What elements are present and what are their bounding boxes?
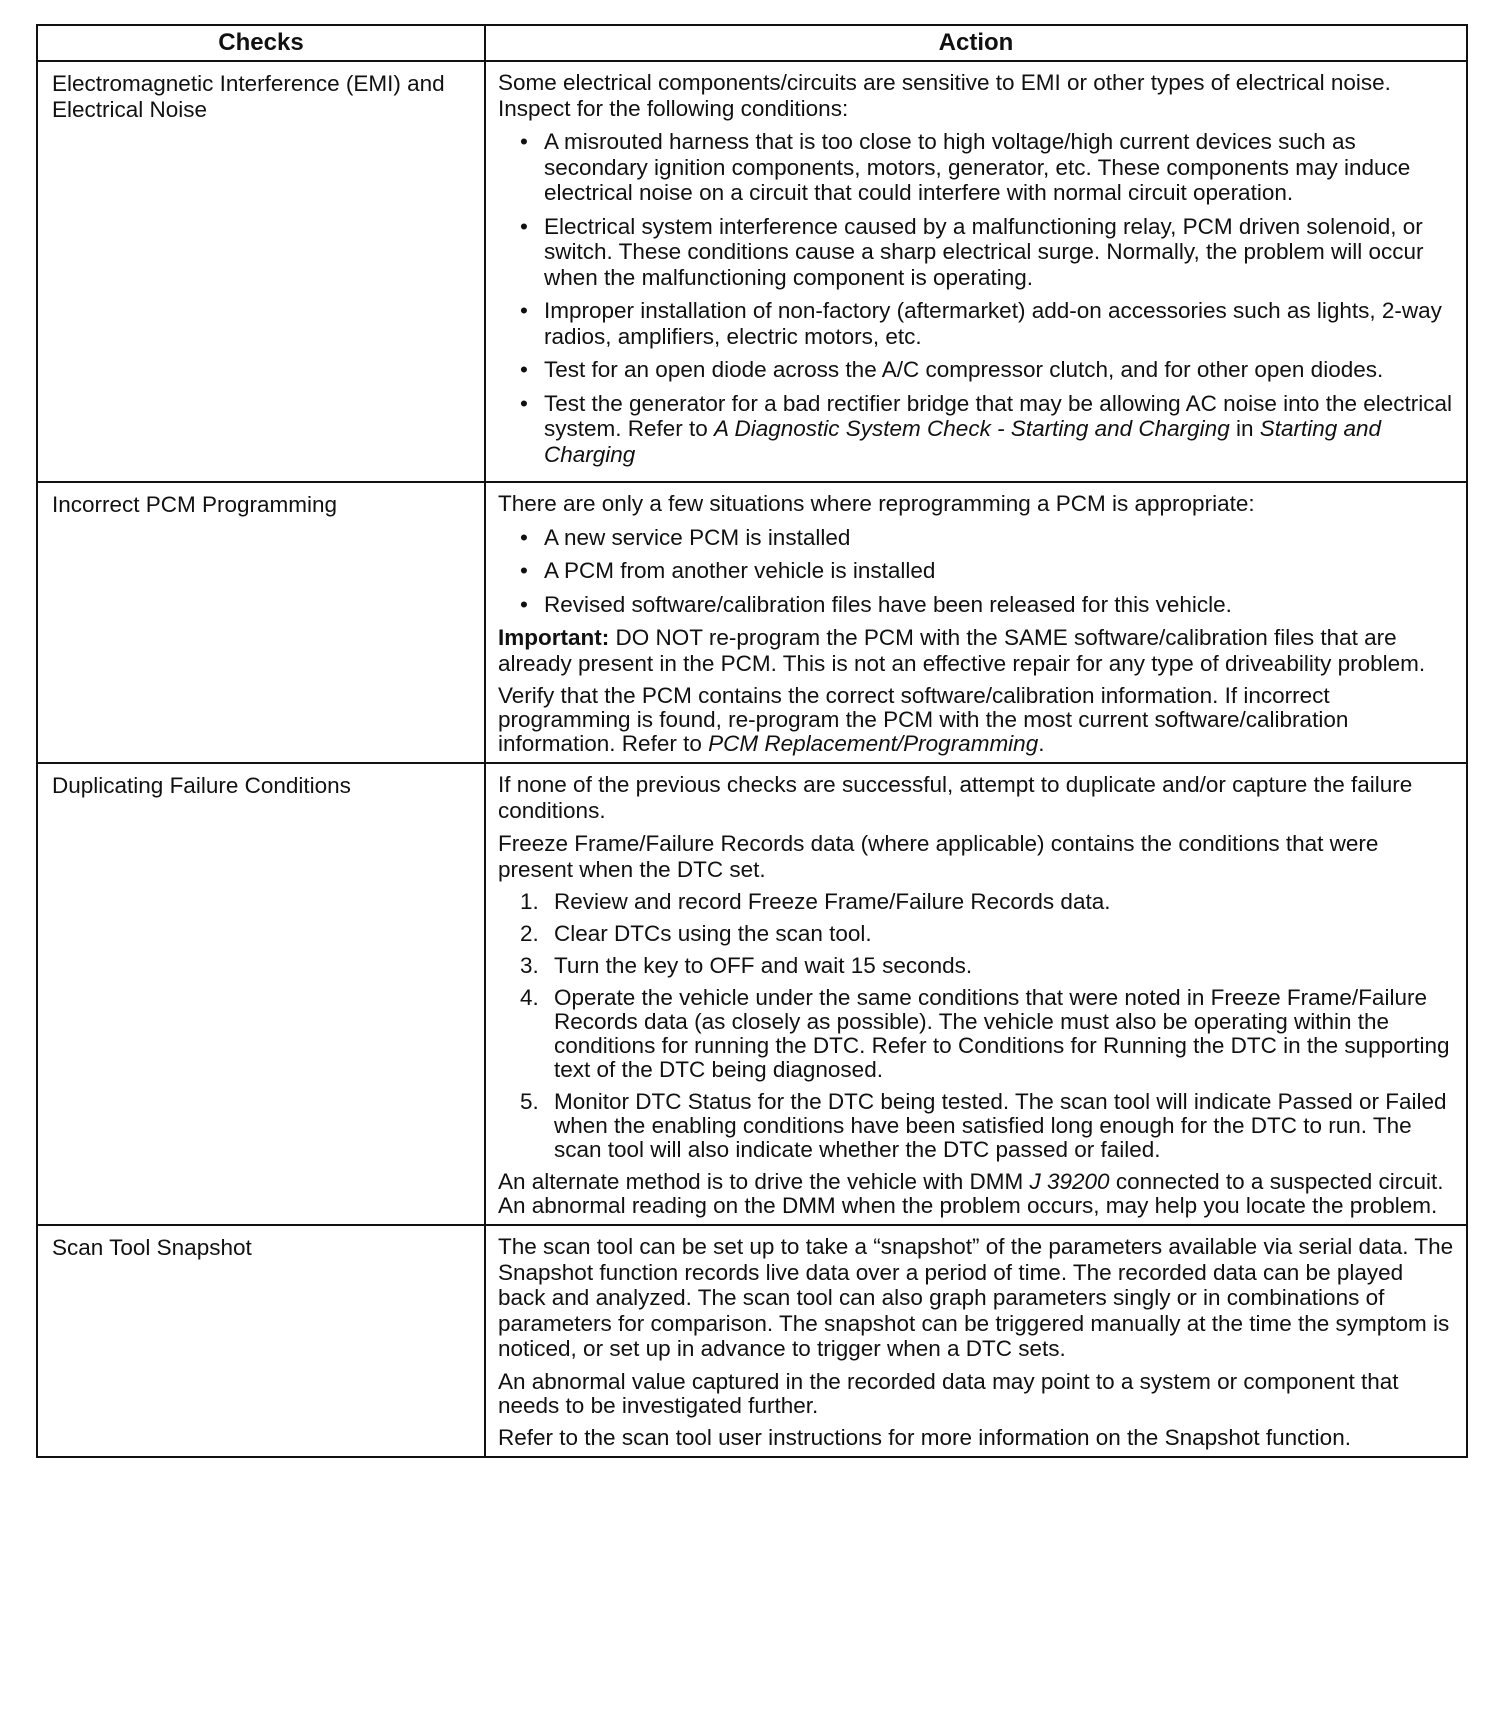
action-paragraph: Refer to the scan tool user instructions for more information on the Snapshot function. [498, 1424, 1351, 1450]
header-row [37, 25, 1467, 61]
verify-end: . [1038, 731, 1045, 756]
table-row-pcm-programming [37, 482, 1467, 763]
important-note [498, 625, 1454, 676]
step-item [498, 954, 1454, 978]
list-item: • Test for an open diode across the A/C compressor clutch, and for other open diodes. [498, 357, 1454, 383]
check-cell: Scan Tool Snapshot [37, 1225, 485, 1457]
step-item [498, 1090, 1454, 1162]
list-item: • A new service PCM is installed [498, 525, 1454, 551]
checks-action-table [36, 24, 1468, 1458]
list-item-text: in [1229, 416, 1260, 441]
reference-link[interactable]: PCM Replacement/Programming [708, 731, 1039, 756]
important-text: DO NOT re-program the PCM with the SAME software/calibration files that are already present in the PCM. This is not an effective repair for any type of driveability problem. [498, 625, 1426, 676]
verify-paragraph [498, 684, 1454, 756]
table-row-scan-tool-snapshot [37, 1225, 1467, 1457]
step-number: 3. [520, 953, 539, 978]
step-number: 4. [520, 985, 539, 1010]
tool-reference: J 39200 [1029, 1169, 1110, 1194]
step-text: Clear DTCs using the scan tool. [554, 921, 872, 946]
important-label: Important: [498, 625, 610, 650]
step-text: Monitor DTC Status for the DTC being tested. The scan tool will indicate Passed or Failed when the enabling conditions have been satisfied long enough for the DTC to run. The scan tool will also indicate whether the DTC passed or failed. [554, 1089, 1447, 1162]
list-item [498, 391, 1454, 468]
step-item [498, 986, 1454, 1082]
list-item: • Revised software/calibration files have been released for this vehicle. [498, 592, 1454, 618]
step-text: Turn the key to OFF and wait 15 seconds. [554, 953, 973, 978]
check-cell: Electromagnetic Interference (EMI) and Electrical Noise [37, 61, 485, 482]
list-item: • A PCM from another vehicle is installed [498, 558, 1454, 584]
header-action: Action [485, 25, 1467, 61]
verify-text: Verify that the PCM contains the correct software/calibration information. If incorrect programming is found, re-program the PCM with the most current software/calibration information. Refer to [498, 683, 1349, 756]
action-paragraph: If none of the previous checks are successful, attempt to duplicate and/or capture the failure conditions. [498, 772, 1413, 823]
step-number: 5. [520, 1089, 539, 1114]
step-number: 1. [520, 889, 539, 914]
step-text: Operate the vehicle under the same conditions that were noted in Freeze Frame/Failure Records data (as closely as possible). The vehicle must also be operating within the conditions for running the DTC. Refer to Conditions for Running the DTC in the supporting text of the DTC being diagnosed. [554, 985, 1450, 1082]
list-item: • Improper installation of non-factory (aftermarket) add-on accessories such as lights, 2-way radios, amplifiers, electric motors, etc. [498, 298, 1454, 349]
step-item [498, 922, 1454, 946]
reference-link[interactable]: A Diagnostic System Check - Starting and Charging [714, 416, 1230, 441]
check-cell: Duplicating Failure Conditions [37, 763, 485, 1225]
action-cell [485, 61, 1467, 482]
check-cell: Incorrect PCM Programming [37, 482, 485, 763]
table-row-emi [37, 61, 1467, 482]
numbered-steps [498, 890, 1454, 1162]
reference-link[interactable]: Starting and Charging [544, 416, 1382, 467]
header-checks: Checks [37, 25, 485, 61]
table-row-duplicating-failure [37, 763, 1467, 1225]
alt-text: An alternate method is to drive the vehicle with DMM [498, 1169, 1030, 1194]
list-item: • Electrical system interference caused by a malfunctioning relay, PCM driven solenoid, or switch. These conditions cause a sharp electrical surge. Normally, the problem will occur when the malfunctioning component is operating. [498, 214, 1454, 291]
action-cell [485, 763, 1467, 1225]
alternate-method-paragraph [498, 1170, 1454, 1218]
step-number: 2. [520, 921, 539, 946]
bullet-list [498, 525, 1454, 618]
alt-text: connected to a suspected circuit. An abnormal reading on the DMM when the problem occurs, may help you locate the problem. [498, 1169, 1444, 1218]
step-item [498, 890, 1454, 914]
document-page [36, 24, 1466, 1458]
action-intro: There are only a few situations where reprogramming a PCM is appropriate: [498, 491, 1255, 516]
action-cell [485, 482, 1467, 763]
action-cell [485, 1225, 1467, 1457]
step-text: Review and record Freeze Frame/Failure Records data. [554, 889, 1111, 914]
action-paragraph: An abnormal value captured in the recorded data may point to a system or component that needs to be investigated further. [498, 1368, 1399, 1418]
action-paragraph: Freeze Frame/Failure Records data (where applicable) contains the conditions that were present when the DTC set. [498, 831, 1379, 882]
action-intro: Some electrical components/circuits are sensitive to EMI or other types of electrical noise. Inspect for the following conditions: [498, 70, 1391, 121]
list-item-text: Test the generator for a bad rectifier bridge that may be allowing AC noise into the electrical system. Refer to [544, 390, 1452, 441]
list-item: • A misrouted harness that is too close to high voltage/high current devices such as secondary ignition components, motors, generator, etc. These components may induce electrical noise on a circuit that could interfere with normal circuit operation. [498, 129, 1454, 206]
bullet-list [498, 129, 1454, 467]
action-paragraph: The scan tool can be set up to take a “snapshot” of the parameters available via serial data. The Snapshot function records live data over a period of time. The recorded data can be played back and analyzed. The scan tool can also graph parameters singly or in combinations of parameters for comparison. The snapshot can be triggered manually at the time the symptom is noticed, or set up in advance to trigger when a DTC sets. [498, 1234, 1454, 1361]
